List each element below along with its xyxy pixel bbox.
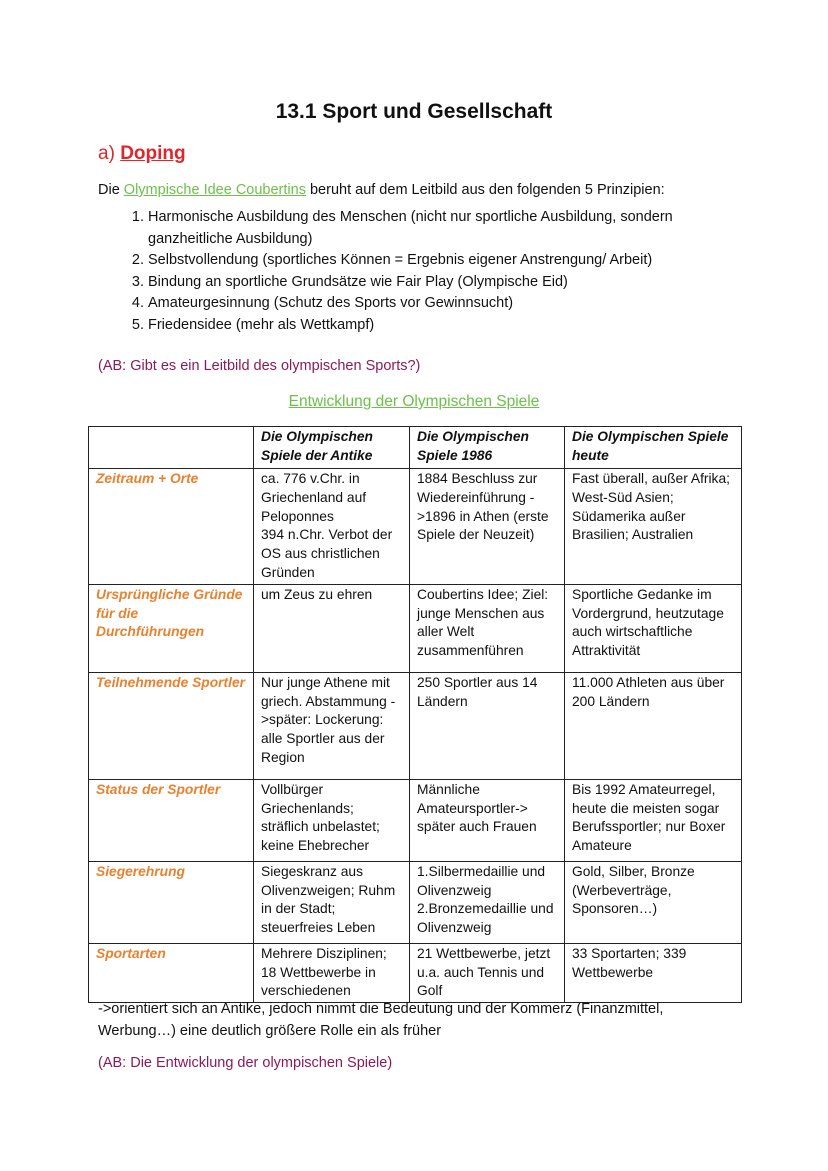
page-title: 13.1 Sport und Gesellschaft: [275, 100, 553, 123]
table-cell: Sportliche Gedanke im Vordergrund, heutzutage auch wirtschaftliche Attraktivität: [565, 584, 742, 672]
table-row: [89, 584, 742, 672]
row-header: Sportarten: [89, 943, 254, 1002]
table-cell: Mehrere Disziplinen; 18 Wettbewerbe in verschiedenen: [254, 943, 410, 1002]
caption-text: Entwicklung der Olympischen Spiele: [288, 393, 540, 410]
summary-text: ->orientiert sich an Antike, jedoch nimmt die Bedeutung und der Kommerz (Finanzmittel, Werbung…) eine deutlich größere Rolle ein als früher: [98, 1001, 664, 1039]
list-item: 3. Bindung an sportliche Grundsätze wie Fair Play (Olympische Eid): [148, 272, 748, 294]
intro-after: beruht auf dem Leitbild aus den folgenden 5 Prinzipien:: [305, 182, 665, 198]
table-cell: um Zeus zu ehren: [254, 584, 410, 672]
list-item: 5. Friedensidee (mehr als Wettkampf): [148, 315, 748, 337]
intro-text: [98, 182, 665, 198]
table-cell: Gold, Silber, Bronze (Werbeverträge, Sponsoren…): [565, 861, 742, 943]
intro-before: Die: [98, 182, 124, 198]
table-cell: Fast überall, außer Afrika; West-Süd Asien; Südamerika außer Brasilien; Australien: [565, 469, 742, 585]
principles-list: [122, 207, 748, 336]
table-cell: 11.000 Athleten aus über 200 Ländern: [565, 672, 742, 779]
list-item: 2. Selbstvollendung (sportliches Können = Ergebnis eigener Anstrengung/ Arbeit): [148, 250, 748, 272]
column-header: Die Olympischen Spiele heute: [565, 427, 742, 469]
list-item: 1. Harmonische Ausbildung des Menschen (nicht nur sportliche Ausbildung, sondern ganzheitliche Ausbildung): [148, 207, 748, 250]
table-caption: [0, 393, 828, 411]
row-header: Status der Sportler: [89, 779, 254, 861]
table-cell: 1884 Beschluss zur Wiedereinführung ->1896 in Athen (erste Spiele der Neuzeit): [410, 469, 565, 585]
table-cell: Nur junge Athene mit griech. Abstammung ->später: Lockerung: alle Sportler aus der Region: [254, 672, 410, 779]
row-header: Ursprüngliche Gründe für die Durchführungen: [89, 584, 254, 672]
table-row: [89, 779, 742, 861]
worksheet-note: (AB: Die Entwicklung der olympischen Spiele): [98, 1055, 393, 1071]
worksheet-note: (AB: Gibt es ein Leitbild des olympischen Sports?): [98, 358, 421, 374]
list-item: 4. Amateurgesinnung (Schutz des Sports vor Gewinnsucht): [148, 293, 748, 315]
table-row: [89, 672, 742, 779]
row-header: Zeitraum + Orte: [89, 469, 254, 585]
table-cell: Bis 1992 Amateurregel, heute die meisten sogar Berufssportler; nur Boxer Amateure: [565, 779, 742, 861]
column-header: Die Olympischen Spiele 1986: [410, 427, 565, 469]
table-header-row: [89, 427, 742, 469]
table-row: [89, 861, 742, 943]
column-header: [89, 427, 254, 469]
table-cell: 1.Silbermedaillie und Olivenzweig 2.Bronzemedaillie und Olivenzweig: [410, 861, 565, 943]
table-cell: 250 Sportler aus 14 Ländern: [410, 672, 565, 779]
table-cell: 33 Sportarten; 339 Wettbewerbe: [565, 943, 742, 1002]
column-header: Die Olympischen Spiele der Antike: [254, 427, 410, 469]
row-header: Siegerehrung: [89, 861, 254, 943]
section-label: Doping: [120, 143, 186, 164]
table-row: [89, 943, 742, 1002]
table-cell: Coubertins Idee; Ziel: junge Menschen aus aller Welt zusammenführen: [410, 584, 565, 672]
row-header: Teilnehmende Sportler: [89, 672, 254, 779]
intro-link: Olympische Idee Coubertins: [123, 182, 306, 198]
table-cell: Siegeskranz aus Olivenzweigen; Ruhm in der Stadt; steuerfreies Leben: [254, 861, 410, 943]
table-cell: Vollbürger Griechenlands; sträflich unbelastet; keine Ehebrecher: [254, 779, 410, 861]
table-row: [89, 469, 742, 585]
table-cell: 21 Wettbewerbe, jetzt u.a. auch Tennis und Golf: [410, 943, 565, 1002]
section-heading: [98, 143, 186, 165]
table-cell: Männliche Amateursportler-> später auch Frauen: [410, 779, 565, 861]
section-prefix: a): [98, 143, 121, 164]
table-cell: ca. 776 v.Chr. in Griechenland auf Peloponnes 394 n.Chr. Verbot der OS aus christlichen Gründen: [254, 469, 410, 585]
olympics-table: [88, 426, 742, 1003]
